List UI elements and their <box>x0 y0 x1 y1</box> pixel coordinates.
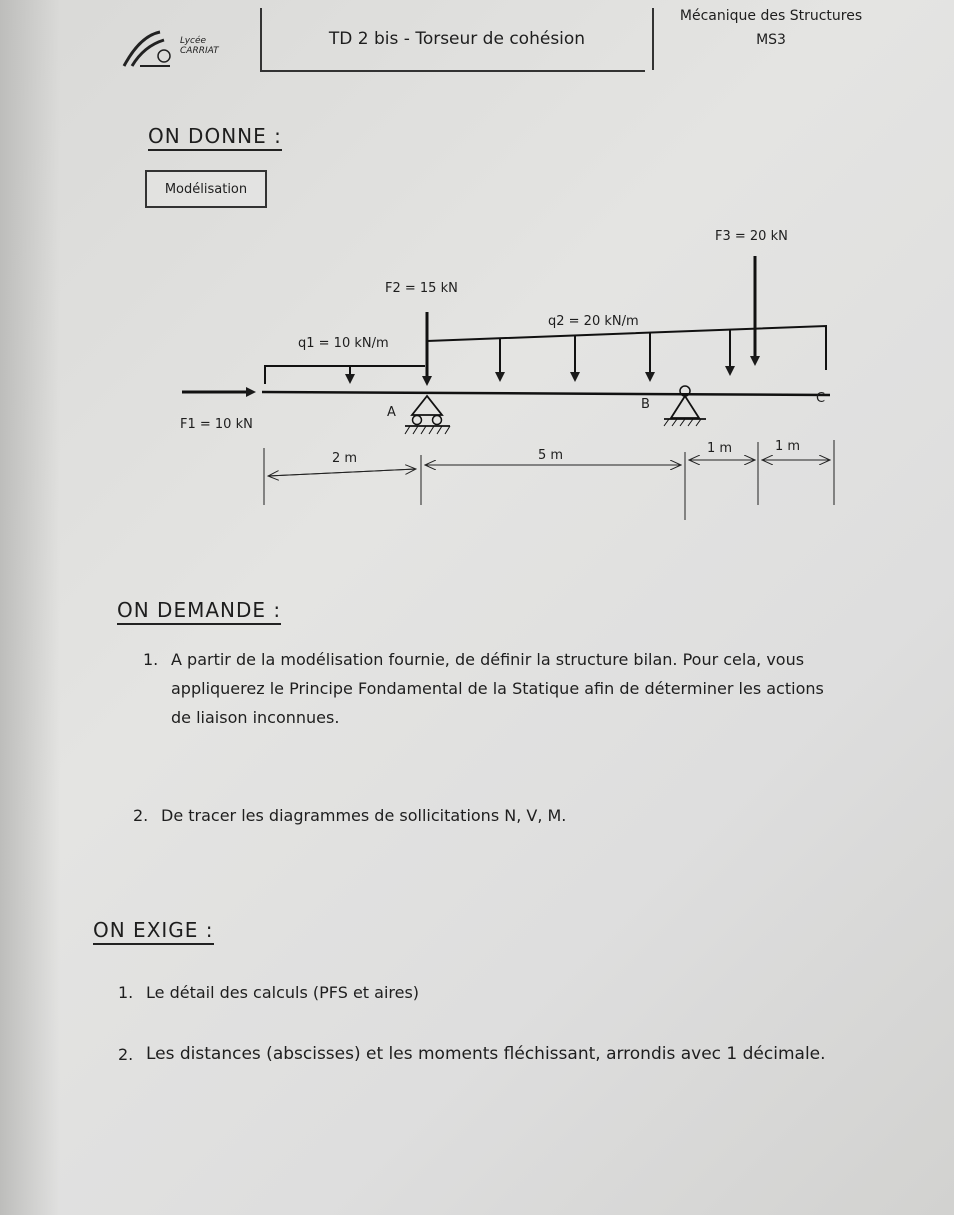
point-a-label: A <box>387 405 396 420</box>
load-q1-label: q1 = 10 kN/m <box>298 336 389 351</box>
support-b <box>664 386 706 426</box>
logo-line-2: CARRIAT <box>180 46 219 56</box>
point-c-label: C <box>816 391 826 406</box>
dim-label-4: 1 m <box>775 439 801 454</box>
beam-diagram <box>0 0 954 560</box>
load-q2-outline <box>427 326 826 370</box>
load-q1-outline <box>265 366 425 384</box>
force-f1-label: F1 = 10 kN <box>180 417 253 432</box>
document-title: TD 2 bis - Torseur de cohésion <box>260 8 654 70</box>
on-donne-heading: ON DONNE : <box>148 124 282 151</box>
demande-list: 1. A partir de la modélisation fournie, de définir la structure bilan. Pour cela, vous appliquerez le Principe Fondamental de la Statique afin de déterminer les actions de liaison inconnues. 2. De tracer les diagrammes de sollicitations N, V, M. <box>133 650 824 825</box>
support-a <box>405 396 450 434</box>
subject-name: Mécanique des Structures <box>679 8 863 24</box>
dim-label-2: 5 m <box>538 448 564 463</box>
subject-code: MS3 <box>756 32 786 48</box>
force-f2-label: F2 = 15 kN <box>385 281 458 296</box>
logo-line-1: Lycée <box>180 36 207 46</box>
point-b-label: B <box>641 397 650 412</box>
dim-label-3: 1 m <box>707 441 733 456</box>
dim-label-1: 2 m <box>332 451 358 466</box>
exige-list: 1. Le détail des calculs (PFS et aires) 2. Les distances (abscisses) et les moments fléchissant, arrondis avec 1 décimale. <box>118 983 826 1064</box>
beam-line <box>262 392 830 395</box>
load-q2-label: q2 = 20 kN/m <box>548 314 639 329</box>
on-exige-heading: ON EXIGE : <box>93 918 214 945</box>
modelisation-label: Modélisation <box>145 170 267 208</box>
force-f3-label: F3 = 20 kN <box>715 229 788 244</box>
on-demande-heading: ON DEMANDE : <box>117 598 281 625</box>
